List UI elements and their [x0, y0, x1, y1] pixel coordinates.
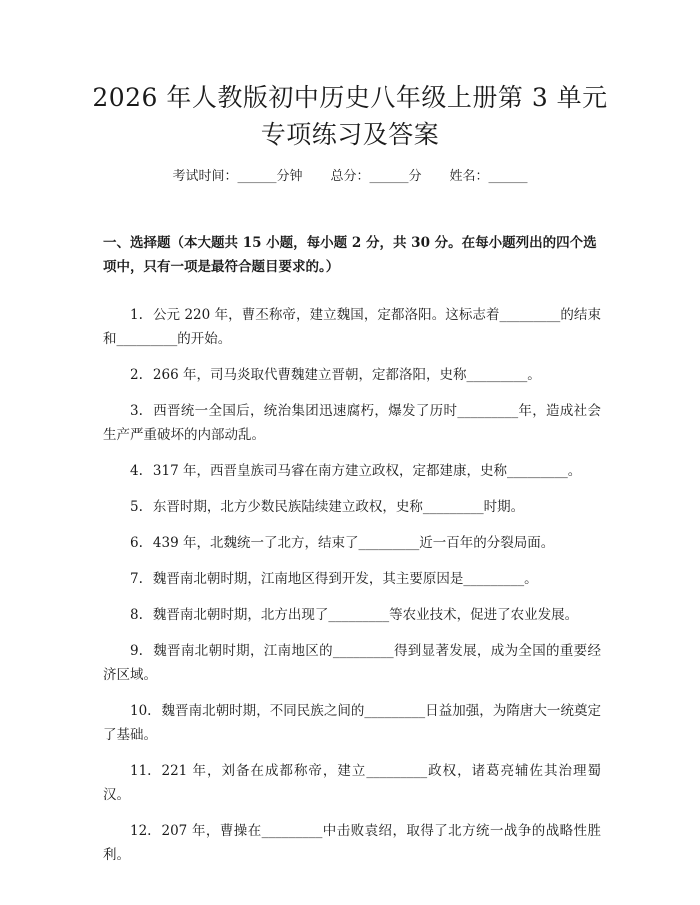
question-item	[103, 699, 601, 747]
question-number: 5.	[130, 499, 143, 515]
question-number: 11.	[130, 763, 152, 779]
question-item	[103, 363, 601, 387]
question-item	[103, 603, 601, 627]
question-item	[103, 399, 601, 447]
question-text: 西晋统一全国后，统治集团迅速腐朽，爆发了历时_________年，造成社会生产严重破坏的内部动乱。	[103, 403, 601, 443]
question-text: 魏晋南北朝时期，不同民族之间的_________日益加强，为隋唐大一统奠定了基础。	[103, 703, 601, 743]
total-score-field: 总分：______分	[330, 169, 422, 184]
question-text: 317 年，西晋皇族司马睿在南方建立政权，定都建康，史称_________。	[152, 463, 582, 479]
question-number: 1.	[130, 307, 143, 323]
question-number: 8.	[130, 607, 143, 623]
question-item	[103, 639, 601, 687]
exam-meta	[0, 168, 700, 186]
question-item	[103, 567, 601, 591]
question-item	[103, 819, 601, 867]
question-text: 魏晋南北朝时期，江南地区得到开发，其主要原因是_________。	[152, 571, 538, 587]
question-item	[103, 459, 601, 483]
question-item	[103, 531, 601, 555]
question-number: 4.	[130, 463, 143, 479]
question-item	[103, 495, 601, 519]
question-text: 266 年，司马炎取代曹魏建立晋朝，定都洛阳，史称_________。	[152, 367, 541, 383]
question-number: 6.	[130, 535, 143, 551]
question-number: 9.	[130, 643, 143, 659]
question-number: 12.	[130, 823, 152, 839]
question-number: 7.	[130, 571, 143, 587]
exam-time-field: 考试时间：______分钟	[172, 169, 303, 184]
question-text: 魏晋南北朝时期，北方出现了_________等农业技术，促进了农业发展。	[152, 607, 579, 623]
question-item	[103, 759, 601, 807]
page-title-line-2: 专项练习及答案	[260, 120, 440, 149]
question-number: 3.	[130, 403, 143, 419]
question-text: 221 年，刘备在成都称帝，建立_________政权，诸葛亮辅佐其治理蜀汉。	[103, 763, 601, 803]
question-list	[103, 303, 601, 879]
question-number: 2.	[130, 367, 143, 383]
question-text: 魏晋南北朝时期，江南地区的_________得到显著发展，成为全国的重要经济区域。	[103, 643, 601, 683]
section-heading: 一、选择题（本大题共 15 小题，每小题 2 分，共 30 分。在每小题列出的四个选项中，只有一项是最符合题目要求的。）	[103, 235, 597, 275]
question-text: 439 年，北魏统一了北方，结束了_________近一百年的分裂局面。	[152, 535, 555, 551]
page-title-line-1: 2026 年人教版初中历史八年级上册第 3 单元	[92, 83, 608, 112]
question-text: 东晋时期，北方少数民族陆续建立政权，史称_________时期。	[152, 499, 525, 515]
question-number: 10.	[130, 703, 152, 719]
question-text: 207 年，曹操在_________中击败袁绍，取得了北方统一战争的战略性胜利。	[103, 823, 601, 863]
question-text: 公元 220 年，曹丕称帝，建立魏国，定都洛阳。这标志着_________的结束和_________的开始。	[103, 307, 601, 347]
student-name-field: 姓名：______	[449, 169, 528, 184]
question-item	[103, 303, 601, 351]
